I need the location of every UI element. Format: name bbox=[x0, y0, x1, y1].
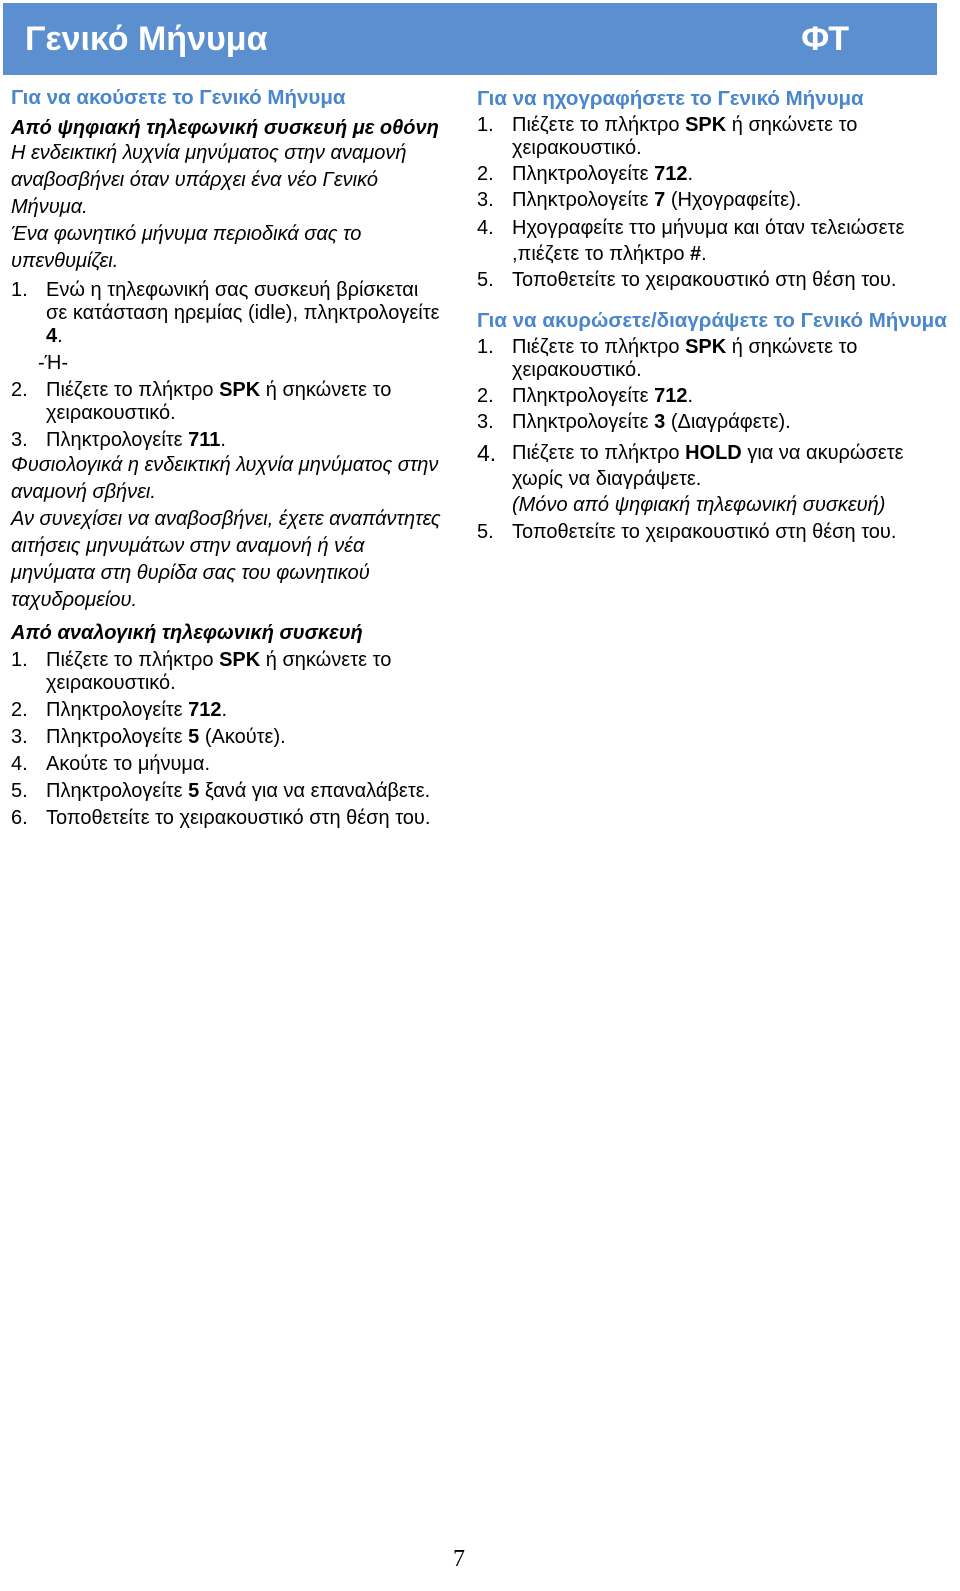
cancel-step-3: 3. Πληκτρολογείτε 3 (Διαγράφετε). bbox=[477, 411, 791, 433]
record-step-2: 2. Πληκτρολογείτε 712. bbox=[477, 163, 694, 185]
page-header bbox=[3, 3, 937, 75]
record-step-5: 5. Τοποθετείτε το χειρακουστικό στη θέση του. bbox=[477, 269, 897, 291]
page-number: 7 bbox=[453, 1546, 465, 1572]
analog-phone-subheading: Από αναλογική τηλεφωνική συσκευή bbox=[11, 622, 363, 644]
listen-step-2: 2. Πιέζετε το πλήκτρο SPK ή σηκώνετε το χειρακουστικό. bbox=[11, 379, 392, 424]
blinking-lamp-note: Αν συνεχίσει να αναβοσβήνει, έχετε αναπάντητες αιτήσεις μηνυμάτων στην αναμονή ή νέα μηνύματα στη θυρίδα σας του φωνητικού ταχυδρομείου. bbox=[11, 508, 441, 611]
right-column bbox=[477, 87, 947, 544]
digital-phone-subheading: Από ψηφιακή τηλεφωνική συσκευή με οθόνη bbox=[11, 117, 439, 139]
record-step-3: 3. Πληκτρολογείτε 7 (Ηχογραφείτε). bbox=[477, 189, 802, 211]
normal-lamp-note: Φυσιολογικά η ενδεικτική λυχνία μηνύματος στην αναμονή σβήνει. bbox=[11, 454, 439, 503]
listen-heading: Για να ακούσετε το Γενικό Μήνυμα bbox=[11, 86, 346, 109]
intro-text: Η ενδεικτική λυχνία μηνύματος στην αναμονή αναβοσβήνει όταν υπάρχει ένα νέο Γενικό Μήνυμα. bbox=[11, 142, 407, 218]
analog-step-3: 3. Πληκτρολογείτε 5 (Ακούτε). bbox=[11, 726, 286, 748]
analog-step-1: 1. Πιέζετε το πλήκτρο SPK ή σηκώνετε το χειρακουστικό. bbox=[11, 649, 392, 694]
record-step-4: 4. Ηχογραφείτε ττο μήνυμα και όταν τελειώσετε ,πιέζετε το πλήκτρο #. bbox=[477, 217, 905, 265]
or-separator: -Ή- bbox=[38, 352, 69, 374]
cancel-heading: Για να ακυρώσετε/διαγράψετε το Γενικό Μήνυμα bbox=[477, 309, 947, 332]
reminder-text: Ένα φωνητικό μήνυμα περιοδικά σας το υπενθυμίζει. bbox=[11, 223, 362, 272]
analog-step-5: 5. Πληκτρολογείτε 5 ξανά για να επαναλάβετε. bbox=[11, 780, 431, 802]
analog-step-6: 6. Τοποθετείτε το χειρακουστικό στη θέση του. bbox=[11, 807, 431, 829]
cancel-step-1: 1. Πιέζετε το πλήκτρο SPK ή σηκώνετε το χειρακουστικό. bbox=[477, 336, 858, 381]
left-column bbox=[11, 86, 441, 830]
listen-step-3: 3. Πληκτρολογείτε 711. bbox=[11, 429, 226, 451]
page-title: Γενικό Μήνυμα bbox=[25, 20, 268, 58]
record-step-1: 1. Πιέζετε το πλήκτρο SPK ή σηκώνετε το χειρακουστικό. bbox=[477, 114, 858, 159]
analog-step-2: 2. Πληκτρολογείτε 712. bbox=[11, 699, 228, 721]
listen-step-1: 1. Ενώ η τηλεφωνική σας συσκευή βρίσκεται σε κατάσταση ηρεμίας (idle), πληκτρολογείτε 4. bbox=[11, 279, 440, 347]
section-code: ΦΤ bbox=[801, 20, 849, 58]
analog-step-4: 4. Ακούτε το μήνυμα. bbox=[11, 753, 211, 775]
record-heading: Για να ηχογραφήσετε το Γενικό Μήνυμα bbox=[477, 87, 864, 110]
digital-only-note: (Μόνο από ψηφιακή τηλεφωνική συσκευή) bbox=[512, 494, 886, 516]
cancel-step-4: 4. Πιέζετε το πλήκτρο HOLD για να ακυρώσετε χωρίς να διαγράψετε. (Μόνο από ψηφιακή τηλεφωνική συσκευή) bbox=[477, 440, 904, 516]
cancel-step-5: 5. Τοποθετείτε το χειρακουστικό στη θέση του. bbox=[477, 521, 897, 543]
cancel-step-2: 2. Πληκτρολογείτε 712. bbox=[477, 385, 694, 407]
